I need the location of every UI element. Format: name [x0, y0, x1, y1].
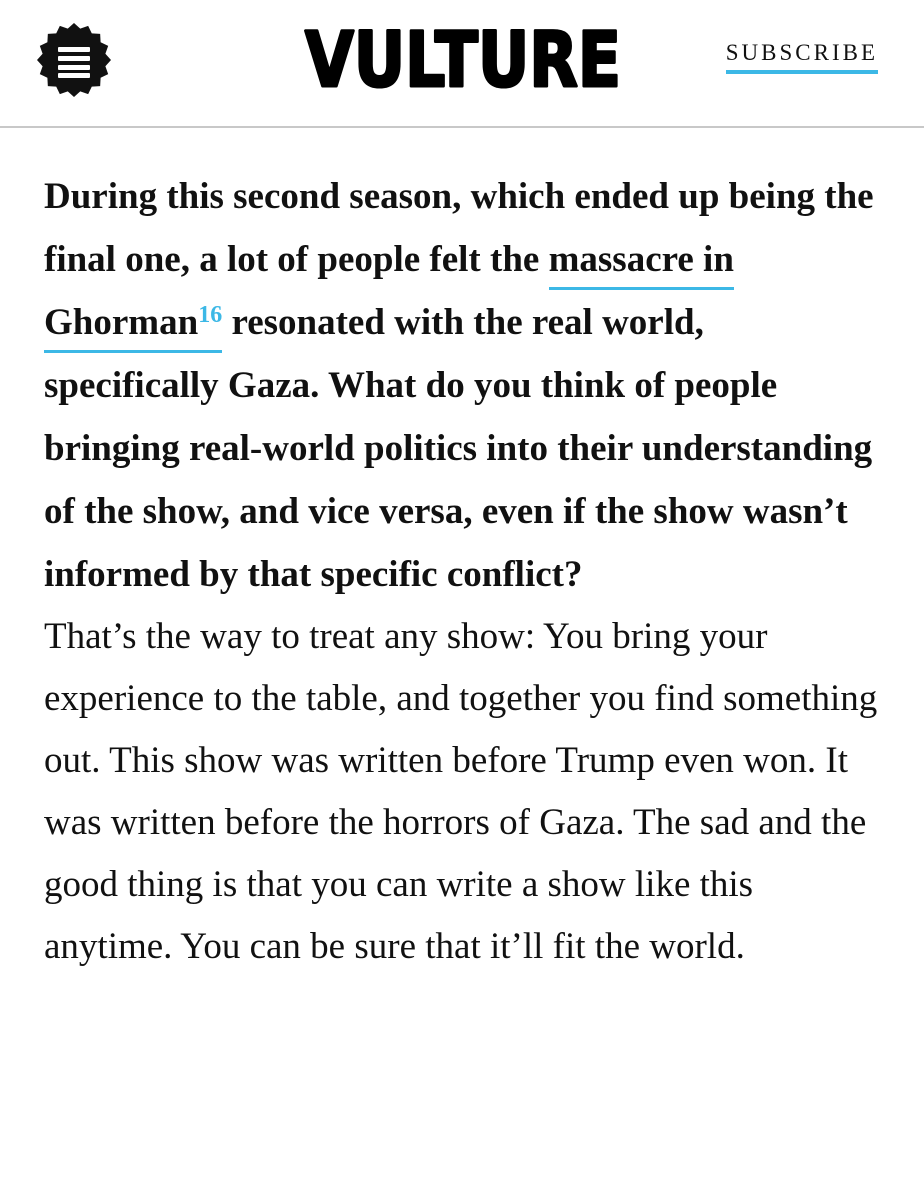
interview-answer: That’s the way to treat any show: You bring your experience to the table, and together you find something out. This show was written before Trump even won. It was written before the horrors of Gaza. The sad and the good thing is that you can write a show like this anytime. You can be sure that it’ll fit the world. — [44, 616, 878, 967]
article-body — [44, 165, 884, 978]
site-header — [0, 0, 924, 128]
vulture-logo[interactable] — [300, 14, 626, 104]
interview-question — [44, 165, 884, 606]
footnote-marker[interactable]: 16 — [198, 302, 223, 328]
ghorman-link-text: massacre in Ghorman — [44, 239, 734, 343]
question-text-start: During this second season, which ended up being the final one, a lot of people felt the — [44, 176, 874, 280]
hamburger-badge-icon — [36, 22, 112, 98]
logo-wordmark: VULTURE — [305, 15, 621, 104]
question-text-end: resonated with the real world, specifically Gaza. What do you think of people bringing real-world politics into their understanding of the show, and vice versa, even if the show wasn’t informed by that specific conflict? — [44, 302, 873, 595]
menu-button[interactable] — [36, 22, 112, 98]
subscribe-link[interactable]: SUBSCRIBE — [726, 40, 878, 74]
